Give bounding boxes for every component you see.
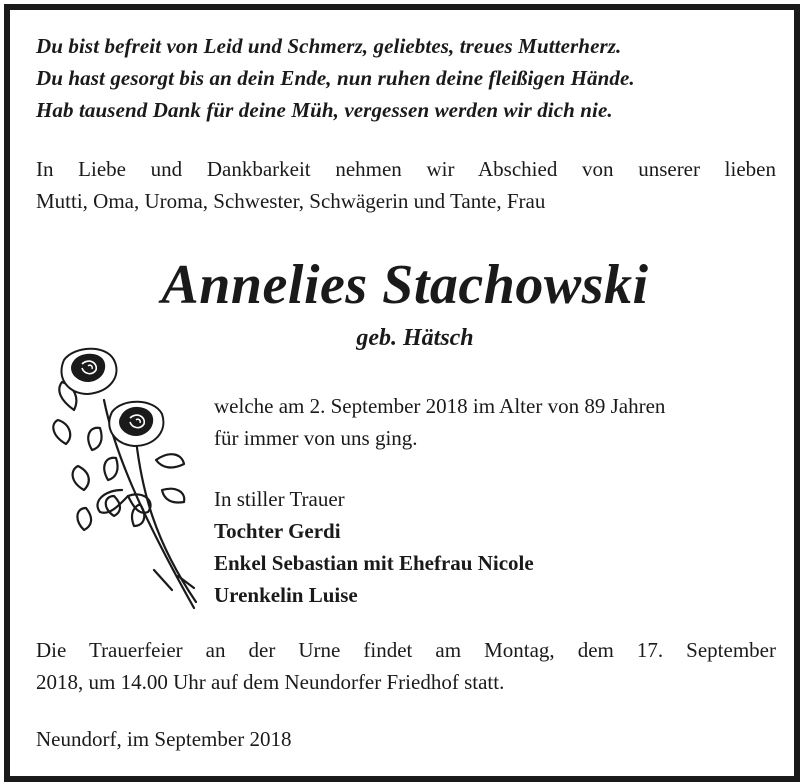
- mourner-name: Tochter Gerdi: [214, 519, 341, 543]
- death-notice: [214, 390, 778, 454]
- mourner-name: Urenkelin Luise: [214, 583, 358, 607]
- mourners-heading: In stiller Trauer: [214, 487, 345, 511]
- poem-line: Hab tausend Dank für deine Müh, vergessen werden wir dich nie.: [36, 98, 613, 122]
- intro-line: Mutti, Oma, Uroma, Schwester, Schwägerin und Tante, Frau: [36, 189, 546, 213]
- death-notice-line: für immer von uns ging.: [214, 426, 418, 450]
- roses-icon: [44, 340, 204, 612]
- funeral-line: 2018, um 14.00 Uhr auf dem Neundorfer Friedhof statt.: [36, 670, 505, 694]
- death-notice-line: welche am 2. September 2018 im Alter von 89 Jahren: [214, 394, 666, 418]
- poem-line: Du hast gesorgt bis an dein Ende, nun ruhen deine fleißigen Hände.: [36, 66, 635, 90]
- poem-line: Du bist befreit von Leid und Schmerz, geliebtes, treues Mutterherz.: [36, 34, 622, 58]
- poem: [36, 30, 776, 126]
- mourners: [214, 483, 774, 611]
- funeral-info: [36, 634, 776, 698]
- maiden-name: geb. Hätsch: [356, 325, 474, 351]
- funeral-line: Die Trauerfeier an der Urne findet am Montag, dem 17. September: [36, 638, 776, 662]
- intro-text: [36, 153, 776, 217]
- deceased-name: Annelies Stachowski: [161, 254, 649, 316]
- place-date: Neundorf, im September 2018: [36, 727, 292, 751]
- intro-line: In Liebe und Dankbarkeit nehmen wir Abschied von unserer lieben: [36, 157, 776, 181]
- obituary-frame: [4, 4, 800, 782]
- mourner-name: Enkel Sebastian mit Ehefrau Nicole: [214, 551, 534, 575]
